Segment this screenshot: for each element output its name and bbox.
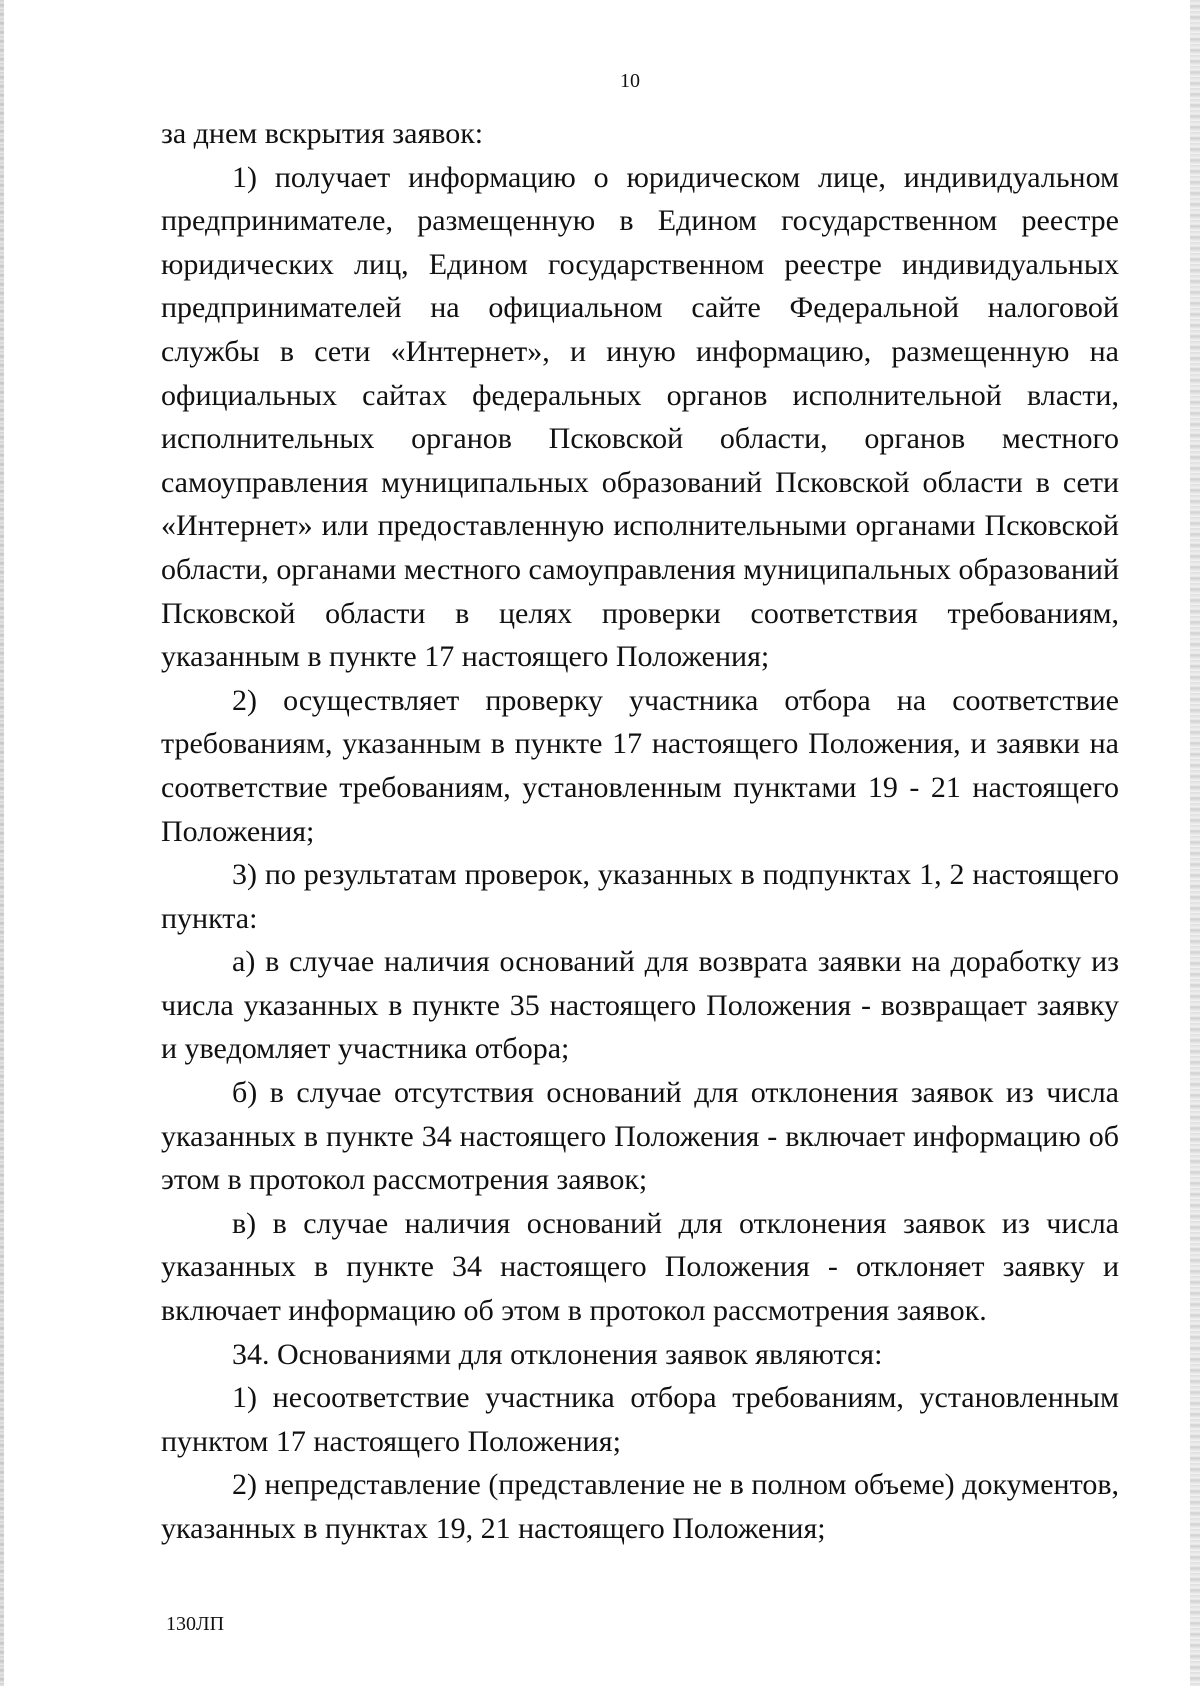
paragraph-continuation: за днем вскрытия заявок: <box>161 117 484 150</box>
paragraph-section-34: 34. Основаниями для отклонения заявок являются: <box>232 1337 883 1371</box>
paragraph-item-2: 2) осуществляет проверку участника отбора на соответствие требованиям, указанным в пункте 17 настоящего Положения, и заявки на соответствие требованиям, установленным пунктами 19 - 21 настоящего Положения; <box>161 683 1119 848</box>
paragraph-34-item-1: 1) несоответствие участника отбора требованиям, установленным пунктом 17 настоящего Положения; <box>161 1381 1119 1458</box>
paragraph-item-3: 3) по результатам проверок, указанных в подпунктах 1, 2 настоящего пункта: <box>161 858 1119 935</box>
footer-document-code: 130ЛП <box>166 1613 225 1635</box>
scan-edge-right <box>1190 0 1200 1686</box>
paragraph-item-1: 1) получает информацию о юридическом лице, индивидуальном предпринимателе, размещенную в Едином государственном реестре юридических лиц, Едином государственном реестре индивидуальных предпринимателей на официальном сайте Федеральной налоговой службы в сети «Интернет», и иную информацию, размещенную на официальных сайтах федеральных органов исполнительной власти, исполнительных органов Псковской области, органов местного самоуправления муниципальных образований Псковской области в сети «Интернет» или предоставленную исполнительными органами Псковской области, органами местного самоуправления муниципальных образований Псковской области в целях проверки соответствия требованиям, указанным в пункте 17 настоящего Положения; <box>161 160 1119 674</box>
page-number: 10 <box>620 70 640 92</box>
paragraph-subitem-v: в) в случае наличия оснований для отклонения заявок из числа указанных в пункте 34 настоящего Положения - отклоняет заявку и включает информацию об этом в протокол рассмотрения заявок. <box>161 1206 1119 1328</box>
scan-edge-left <box>0 0 4 1686</box>
paragraph-subitem-a: а) в случае наличия оснований для возврата заявки на доработку из числа указанных в пункте 35 настоящего Положения - возвращает заявку и уведомляет участника отбора; <box>161 945 1119 1066</box>
paragraph-subitem-b: б) в случае отсутствия оснований для отклонения заявок из числа указанных в пункте 34 настоящего Положения - включает информацию об этом в протокол рассмотрения заявок; <box>161 1076 1119 1197</box>
paragraph-34-item-2: 2) непредставление (представление не в полном объеме) документов, указанных в пунктах 19, 21 настоящего Положения; <box>161 1468 1119 1545</box>
document-body <box>161 112 1119 1551</box>
